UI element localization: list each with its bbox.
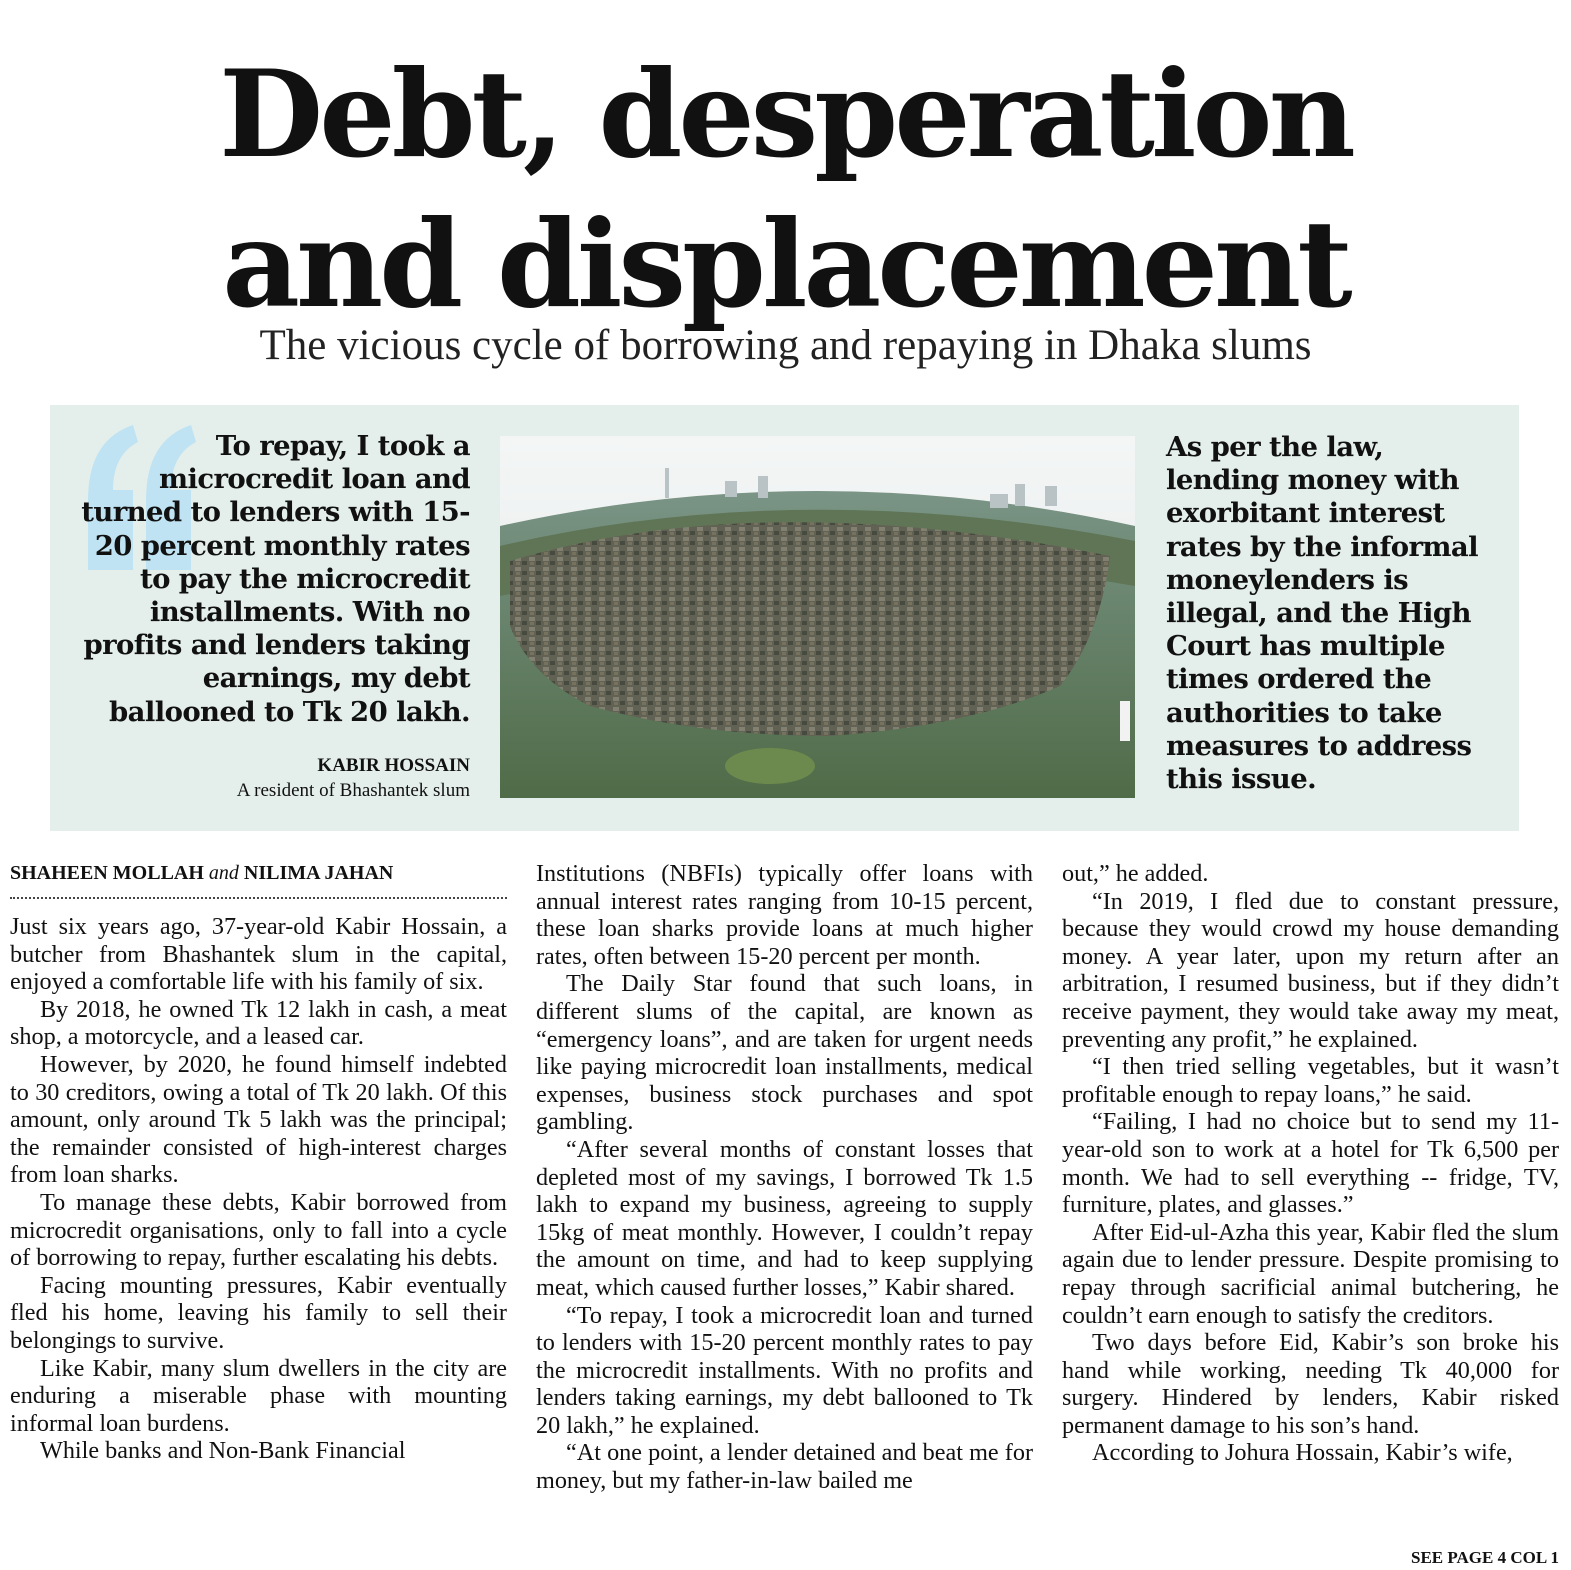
paragraph: Like Kabir, many slum dwellers in the city are enduring a miserable phase with mounting informal loan burdens.	[10, 1354, 507, 1437]
side-note: As per the law, lending money with exorbitant interest rates by the informal moneylenders is illegal, and the High Court has multiple times ordered the authorities to take measures to address this issue.	[1166, 431, 1478, 796]
byline-conjunction: and	[208, 862, 239, 884]
paragraph: “In 2019, I fled due to constant pressure, because they would crowd my house demanding money. A year later, upon my return after an arbitration, I resumed business, but if they didn’t receive payment, they would take away my meat, preventing any profit,” he explained.	[1062, 887, 1559, 1053]
paragraph: Just six years ago, 37-year-old Kabir Hossain, a butcher from Bhashantek slum in the capital, enjoyed a comfortable life with his family of six.	[10, 913, 507, 996]
article-column-3	[1062, 860, 1559, 1467]
paragraph: However, by 2020, he found himself indebted to 30 creditors, owing a total of Tk 20 lakh. Of this amount, only around Tk 5 lakh was the principal; the remainder consisted of high-interest charges from loan sharks.	[10, 1050, 507, 1189]
paragraph: “I then tried selling vegetables, but it wasn’t profitable enough to repay loans,” he said.	[1062, 1053, 1559, 1108]
pull-quote: To repay, I took a microcredit loan and turned to lenders with 15-20 percent monthly rates to pay the microcredit installments. With no profits and lenders taking earnings, my debt ballooned to Tk 20 lakh.	[81, 430, 470, 728]
headline-line-2: and displacement	[222, 194, 1349, 335]
paragraph: Two days before Eid, Kabir’s son broke his hand while working, needing Tk 40,000 for surgery. Hindered by lenders, Kabir risked permanent damage to his son’s hand.	[1062, 1329, 1559, 1439]
deck-subheadline: The vicious cycle of borrowing and repaying in Dhaka slums	[259, 322, 1312, 369]
slum-aerial-photo	[500, 436, 1135, 798]
paragraph: After Eid-ul-Azha this year, Kabir fled the slum again due to lender pressure. Despite promising to repay through sacrificial animal butchering, he couldn’t earn enough to satisfy the creditors.	[1062, 1218, 1559, 1329]
paragraph: The Daily Star found that such loans, in different slums of the capital, are known as “emergency loans”, and are taken for urgent needs like paying microcredit loan installments, medical expenses, business stock purchases and spot gambling.	[536, 970, 1033, 1136]
paragraph: While banks and Non-Bank Financial	[40, 1437, 406, 1465]
paragraph: “At one point, a lender detained and beat me for money, but my father-in-law bailed me	[536, 1439, 1033, 1495]
byline-author-1: SHAHEEN MOLLAH	[10, 862, 204, 884]
paragraph: “Failing, I had no choice but to send my 11-year-old son to work at a hotel for Tk 6,500 per month. We had to sell everything -- fridge, TV, furniture, plates, and glasses.”	[1062, 1108, 1559, 1219]
headline	[0, 40, 1571, 340]
paragraph: Institutions (NBFIs) typically offer loans with annual interest rates ranging from 10-15 percent, these loan sharks provide loans at much higher rates, often between 15-20 percent per month.	[536, 860, 1033, 970]
article-column-2	[536, 860, 1033, 1495]
paragraph: out,” he added.	[1062, 860, 1209, 887]
byline-divider	[10, 897, 507, 899]
paragraph: “After several months of constant losses that depleted most of my savings, I borrowed Tk 1.5 lakh to expand my business, agreeing to supply 15kg of meat monthly. However, I couldn’t repay the amount on time, and had to keep supplying meat, which caused further losses,” Kabir shared.	[536, 1135, 1033, 1301]
paragraph: To manage these debts, Kabir borrowed from microcredit organisations, only to fall into a cycle of borrowing to repay, further escalating his debts.	[10, 1188, 507, 1272]
article-column-1	[10, 913, 507, 1465]
paragraph: By 2018, he owned Tk 12 lakh in cash, a meat shop, a motorcycle, and a leased car.	[10, 995, 507, 1051]
pull-quote-attribution-name: KABIR HOSSAIN	[317, 755, 470, 776]
paragraph: “To repay, I took a microcredit loan and turned to lenders with 15-20 percent monthly rates to pay the microcredit installments. With no profits and lenders taking earnings, my debt ballooned to Tk 20 lakh,” he explained.	[536, 1301, 1033, 1439]
pull-quote-attribution-role: A resident of Bhashantek slum	[236, 780, 470, 801]
paragraph: According to Johura Hossain, Kabir’s wife,	[1092, 1439, 1513, 1467]
headline-line-1: Debt, desperation	[219, 44, 1352, 185]
paragraph: Facing mounting pressures, Kabir eventually fled his home, leaving his family to sell their belongings to survive.	[10, 1271, 507, 1354]
byline-author-2: NILIMA JAHAN	[243, 862, 394, 884]
byline	[10, 860, 510, 886]
continuation-jump-line: SEE PAGE 4 COL 1	[1411, 1548, 1559, 1567]
